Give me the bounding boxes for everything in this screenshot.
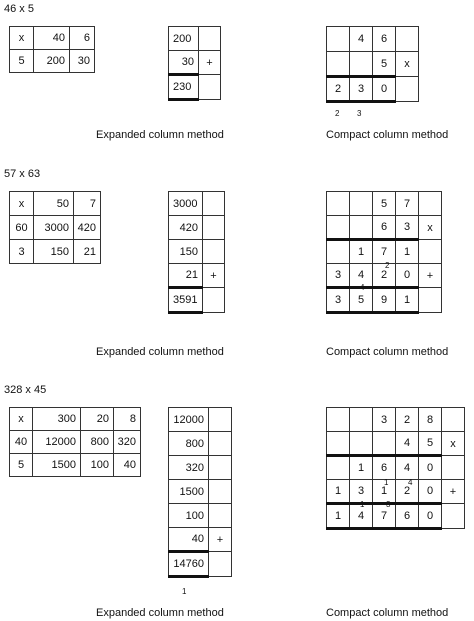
compact-cell: 6 bbox=[373, 216, 396, 240]
carry-digit: 3 bbox=[386, 500, 391, 509]
expanded-column-table bbox=[168, 407, 232, 578]
expanded-sign bbox=[209, 504, 232, 528]
grid-cell: x bbox=[10, 27, 34, 50]
expanded-cell: 1500 bbox=[169, 480, 209, 504]
compact-cell: 5 bbox=[373, 52, 396, 77]
compact-answer-cell: 4 bbox=[350, 504, 373, 529]
compact-cell: 8 bbox=[419, 408, 442, 432]
grid-cell: 800 bbox=[81, 431, 114, 454]
compact-cell bbox=[419, 288, 442, 313]
expanded-sign bbox=[199, 27, 221, 51]
expanded-cell: 30 bbox=[169, 51, 199, 75]
grid-cell: 300 bbox=[33, 408, 81, 431]
compact-cell: 3 bbox=[350, 480, 373, 504]
compact-cell bbox=[396, 77, 419, 102]
compact-cell: 4 bbox=[396, 432, 419, 456]
expanded-answer: 230 bbox=[169, 75, 199, 100]
expanded-sign bbox=[209, 408, 232, 432]
expanded-cell: 40 bbox=[169, 528, 209, 552]
compact-cell bbox=[327, 432, 350, 456]
expanded-answer: 14760 bbox=[169, 552, 209, 577]
compact-cell: 3 bbox=[396, 216, 419, 240]
problem-title: 57 x 63 bbox=[4, 168, 41, 180]
compact-cell: 2 bbox=[373, 264, 396, 288]
compact-cell bbox=[373, 432, 396, 456]
caption-expanded: Expanded column method bbox=[96, 346, 224, 358]
grid-cell: 3000 bbox=[34, 216, 74, 240]
carry-digit: 1 bbox=[182, 587, 187, 596]
grid-cell: 30 bbox=[70, 50, 95, 73]
expanded-sign: + bbox=[209, 528, 232, 552]
compact-cell bbox=[327, 216, 350, 240]
expanded-cell: 150 bbox=[169, 240, 203, 264]
carry-digit: 2 bbox=[385, 261, 390, 270]
compact-cell: 7 bbox=[373, 240, 396, 264]
grid-cell: 21 bbox=[74, 240, 101, 264]
compact-cell: 6 bbox=[373, 456, 396, 480]
expanded-sign bbox=[209, 456, 232, 480]
grid-method-table bbox=[9, 26, 95, 73]
compact-cell: 1 bbox=[373, 480, 396, 504]
compact-cell: 6 bbox=[373, 27, 396, 52]
problem-title: 328 x 45 bbox=[4, 384, 47, 396]
grid-cell: 3 bbox=[10, 240, 34, 264]
caption-expanded: Expanded column method bbox=[96, 129, 224, 141]
expanded-sign bbox=[209, 552, 232, 577]
grid-cell: 200 bbox=[34, 50, 70, 73]
carry-digit: 4 bbox=[408, 478, 413, 487]
compact-cell bbox=[442, 456, 465, 480]
expanded-sign: + bbox=[199, 51, 221, 75]
compact-cell bbox=[350, 216, 373, 240]
expanded-cell: 800 bbox=[169, 432, 209, 456]
grid-method-table bbox=[9, 191, 101, 264]
grid-cell: 6 bbox=[70, 27, 95, 50]
compact-cell bbox=[442, 504, 465, 529]
compact-cell bbox=[350, 432, 373, 456]
caption-compact: Compact column method bbox=[326, 607, 449, 619]
compact-cell: 0 bbox=[419, 480, 442, 504]
carry-digit: 4 bbox=[360, 283, 365, 292]
compact-cell: 2 bbox=[396, 480, 419, 504]
expanded-cell: 200 bbox=[169, 27, 199, 51]
compact-answer-cell: 7 bbox=[373, 504, 396, 529]
compact-cell bbox=[327, 240, 350, 264]
compact-cell: 0 bbox=[419, 456, 442, 480]
compact-cell: + bbox=[442, 480, 465, 504]
compact-cell: 1 bbox=[350, 240, 373, 264]
expanded-cell: 21 bbox=[169, 264, 203, 288]
compact-cell: 1 bbox=[327, 480, 350, 504]
compact-cell: 0 bbox=[396, 264, 419, 288]
grid-cell: 7 bbox=[74, 192, 101, 216]
compact-cell: 7 bbox=[396, 192, 419, 216]
compact-cell bbox=[442, 408, 465, 432]
compact-cell: 2 bbox=[396, 408, 419, 432]
caption-expanded: Expanded column method bbox=[96, 607, 224, 619]
compact-cell: 4 bbox=[350, 27, 373, 52]
compact-answer-cell: 5 bbox=[350, 288, 373, 313]
grid-cell: x bbox=[10, 408, 33, 431]
compact-cell: x bbox=[419, 216, 442, 240]
carry-digit: 1 bbox=[360, 500, 365, 509]
compact-cell bbox=[327, 456, 350, 480]
expanded-cell: 320 bbox=[169, 456, 209, 480]
compact-answer-cell: 3 bbox=[350, 77, 373, 102]
compact-answer-cell: 1 bbox=[327, 504, 350, 529]
compact-column-table bbox=[326, 26, 419, 103]
expanded-sign bbox=[209, 480, 232, 504]
grid-cell: 150 bbox=[34, 240, 74, 264]
compact-cell bbox=[327, 408, 350, 432]
compact-answer-cell: 6 bbox=[396, 504, 419, 529]
compact-cell: 3 bbox=[327, 264, 350, 288]
compact-column-table bbox=[326, 407, 465, 530]
grid-cell: x bbox=[10, 192, 34, 216]
expanded-cell: 100 bbox=[169, 504, 209, 528]
compact-answer-cell: 1 bbox=[396, 288, 419, 313]
compact-cell: x bbox=[396, 52, 419, 77]
compact-cell bbox=[419, 192, 442, 216]
compact-cell: x bbox=[442, 432, 465, 456]
compact-answer-cell: 2 bbox=[327, 77, 350, 102]
grid-cell: 320 bbox=[114, 431, 141, 454]
expanded-column-table bbox=[168, 26, 221, 101]
grid-cell: 50 bbox=[34, 192, 74, 216]
expanded-sign: + bbox=[203, 264, 225, 288]
grid-cell: 40 bbox=[114, 454, 141, 477]
compact-cell bbox=[327, 27, 350, 52]
grid-cell: 60 bbox=[10, 216, 34, 240]
compact-cell: 1 bbox=[396, 240, 419, 264]
compact-answer-cell: 0 bbox=[373, 77, 396, 102]
compact-cell: 5 bbox=[373, 192, 396, 216]
compact-answer-cell: 3 bbox=[327, 288, 350, 313]
expanded-cell: 3000 bbox=[169, 192, 203, 216]
compact-column-table bbox=[326, 191, 442, 314]
compact-cell: 4 bbox=[396, 456, 419, 480]
grid-cell: 5 bbox=[10, 50, 34, 73]
compact-cell: + bbox=[419, 264, 442, 288]
expanded-sign bbox=[209, 432, 232, 456]
grid-cell: 40 bbox=[10, 431, 33, 454]
expanded-sign bbox=[203, 288, 225, 313]
grid-cell: 5 bbox=[10, 454, 33, 477]
grid-cell: 20 bbox=[81, 408, 114, 431]
caption-compact: Compact column method bbox=[326, 129, 449, 141]
expanded-sign bbox=[203, 216, 225, 240]
compact-answer-cell: 9 bbox=[373, 288, 396, 313]
compact-cell: 1 bbox=[350, 456, 373, 480]
carry-digit: 1 bbox=[384, 478, 389, 487]
compact-cell bbox=[350, 52, 373, 77]
expanded-column-table bbox=[168, 191, 225, 314]
expanded-sign bbox=[199, 75, 221, 100]
compact-cell bbox=[396, 27, 419, 52]
carry-digit: 3 bbox=[357, 109, 362, 118]
compact-cell bbox=[350, 408, 373, 432]
compact-cell bbox=[350, 192, 373, 216]
grid-cell: 8 bbox=[114, 408, 141, 431]
grid-cell: 1500 bbox=[33, 454, 81, 477]
grid-cell: 12000 bbox=[33, 431, 81, 454]
grid-method-table bbox=[9, 407, 141, 477]
expanded-sign bbox=[203, 192, 225, 216]
compact-cell: 4 bbox=[350, 264, 373, 288]
compact-cell: 5 bbox=[419, 432, 442, 456]
expanded-cell: 12000 bbox=[169, 408, 209, 432]
expanded-cell: 420 bbox=[169, 216, 203, 240]
grid-cell: 420 bbox=[74, 216, 101, 240]
grid-cell: 40 bbox=[34, 27, 70, 50]
carry-digit: 2 bbox=[335, 109, 340, 118]
grid-cell: 100 bbox=[81, 454, 114, 477]
expanded-sign bbox=[203, 240, 225, 264]
caption-compact: Compact column method bbox=[326, 346, 449, 358]
expanded-answer: 3591 bbox=[169, 288, 203, 313]
compact-cell: 3 bbox=[373, 408, 396, 432]
problem-title: 46 x 5 bbox=[4, 3, 34, 15]
compact-cell bbox=[327, 52, 350, 77]
compact-cell bbox=[327, 192, 350, 216]
compact-cell bbox=[419, 240, 442, 264]
compact-answer-cell: 0 bbox=[419, 504, 442, 529]
